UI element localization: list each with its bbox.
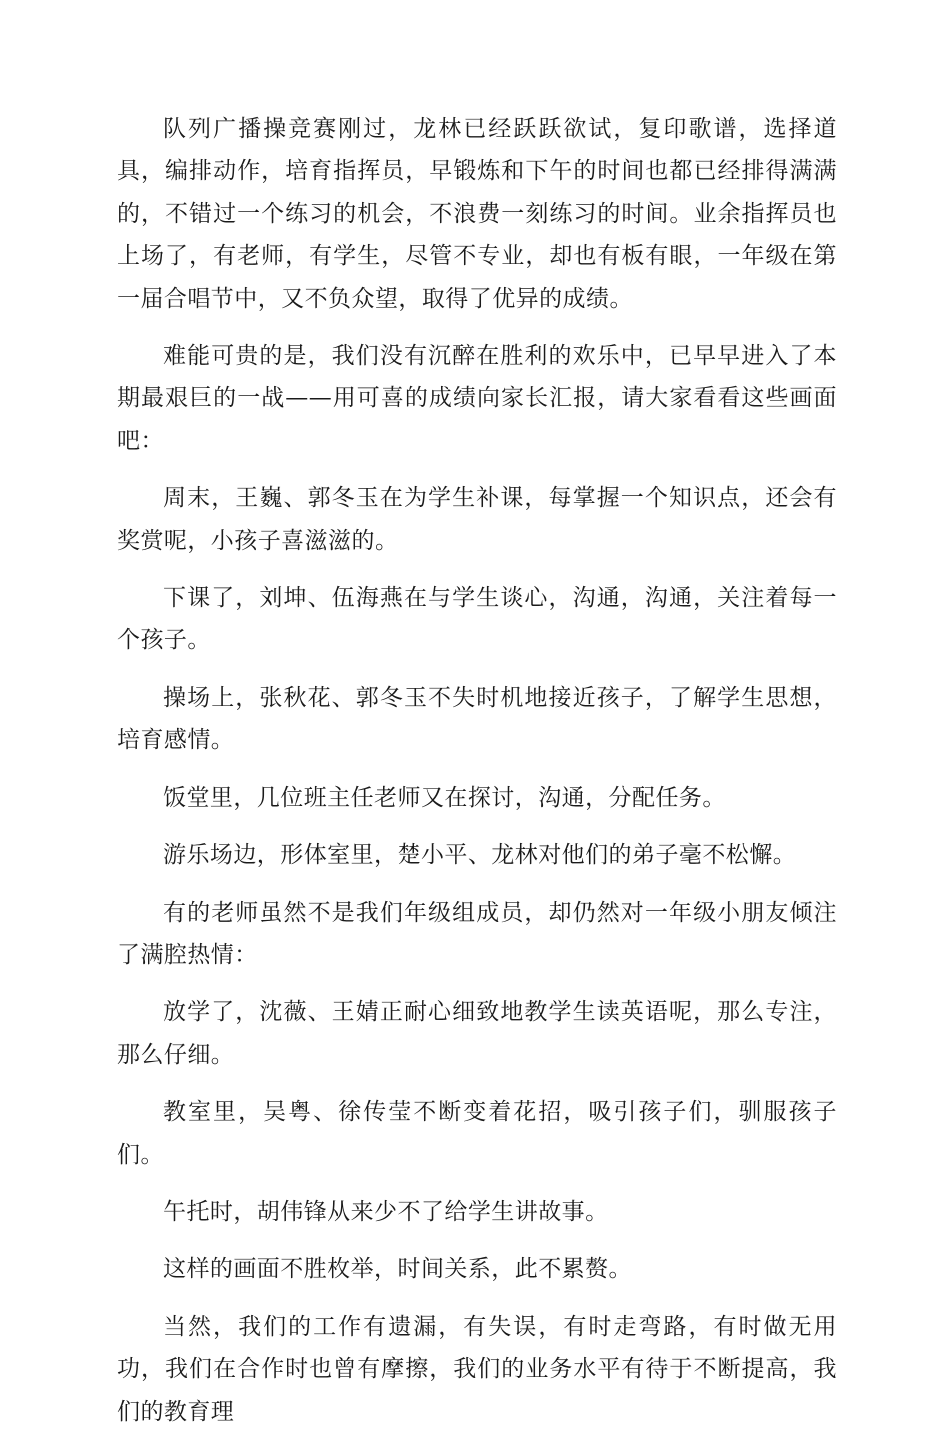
paragraph: 操场上，张秋花、郭冬玉不失时机地接近孩子，了解学生思想，培育感情。 — [117, 684, 837, 754]
paragraph: 周末，王巍、郭冬玉在为学生补课，每掌握一个知识点，还会有奖赏呢，小孩子喜滋滋的。 — [117, 485, 837, 554]
paragraph: 放学了，沈薇、王婧正耐心细致地教学生读英语呢，那么专注，那么仔细。 — [117, 999, 837, 1068]
document-body — [117, 108, 837, 1448]
paragraph: 这样的画面不胜枚举，时间关系，此不累赘。 — [163, 1256, 632, 1283]
paragraph: 游乐场边，形体室里，楚小平、龙林对他们的弟子毫不松懈。 — [163, 842, 797, 869]
paragraph: 队列广播操竞赛刚过，龙林已经跃跃欲试，复印歌谱，选择道具，编排动作，培育指挥员，早锻炼和下午的时间也都已经排得满满的，不错过一个练习的机会，不浪费一刻练习的时间。业余指挥员也上场了，有老师，有学生，尽管不专业，却也有板有眼，一年级在第一届合唱节中，又不负众望，取得了优异的成绩。 — [117, 116, 837, 312]
paragraph: 有的老师虽然不是我们年级组成员，却仍然对一年级小朋友倾注了满腔热情： — [117, 899, 837, 968]
paragraph: 饭堂里，几位班主任老师又在探讨，沟通，分配任务。 — [163, 784, 726, 811]
paragraph: 当然，我们的工作有遗漏，有失误，有时走弯路，有时做无用功，我们在合作时也曾有摩擦，我们的业务水平有待于不断提高，我们的教育理 — [117, 1313, 837, 1425]
paragraph: 下课了，刘坤、伍海燕在与学生谈心，沟通，沟通，关注着每一个孩子。 — [117, 585, 837, 654]
paragraph: 午托时，胡伟锋从来少不了给学生讲故事。 — [163, 1198, 609, 1225]
paragraph: 难能可贵的是，我们没有沉醉在胜利的欢乐中，已早早进入了本期最艰巨的一战——用可喜的成绩向家长汇报，请大家看看这些画面吧： — [117, 343, 837, 454]
paragraph: 教室里，吴粤、徐传莹不断变着花招，吸引孩子们，驯服孩子们。 — [117, 1099, 837, 1168]
